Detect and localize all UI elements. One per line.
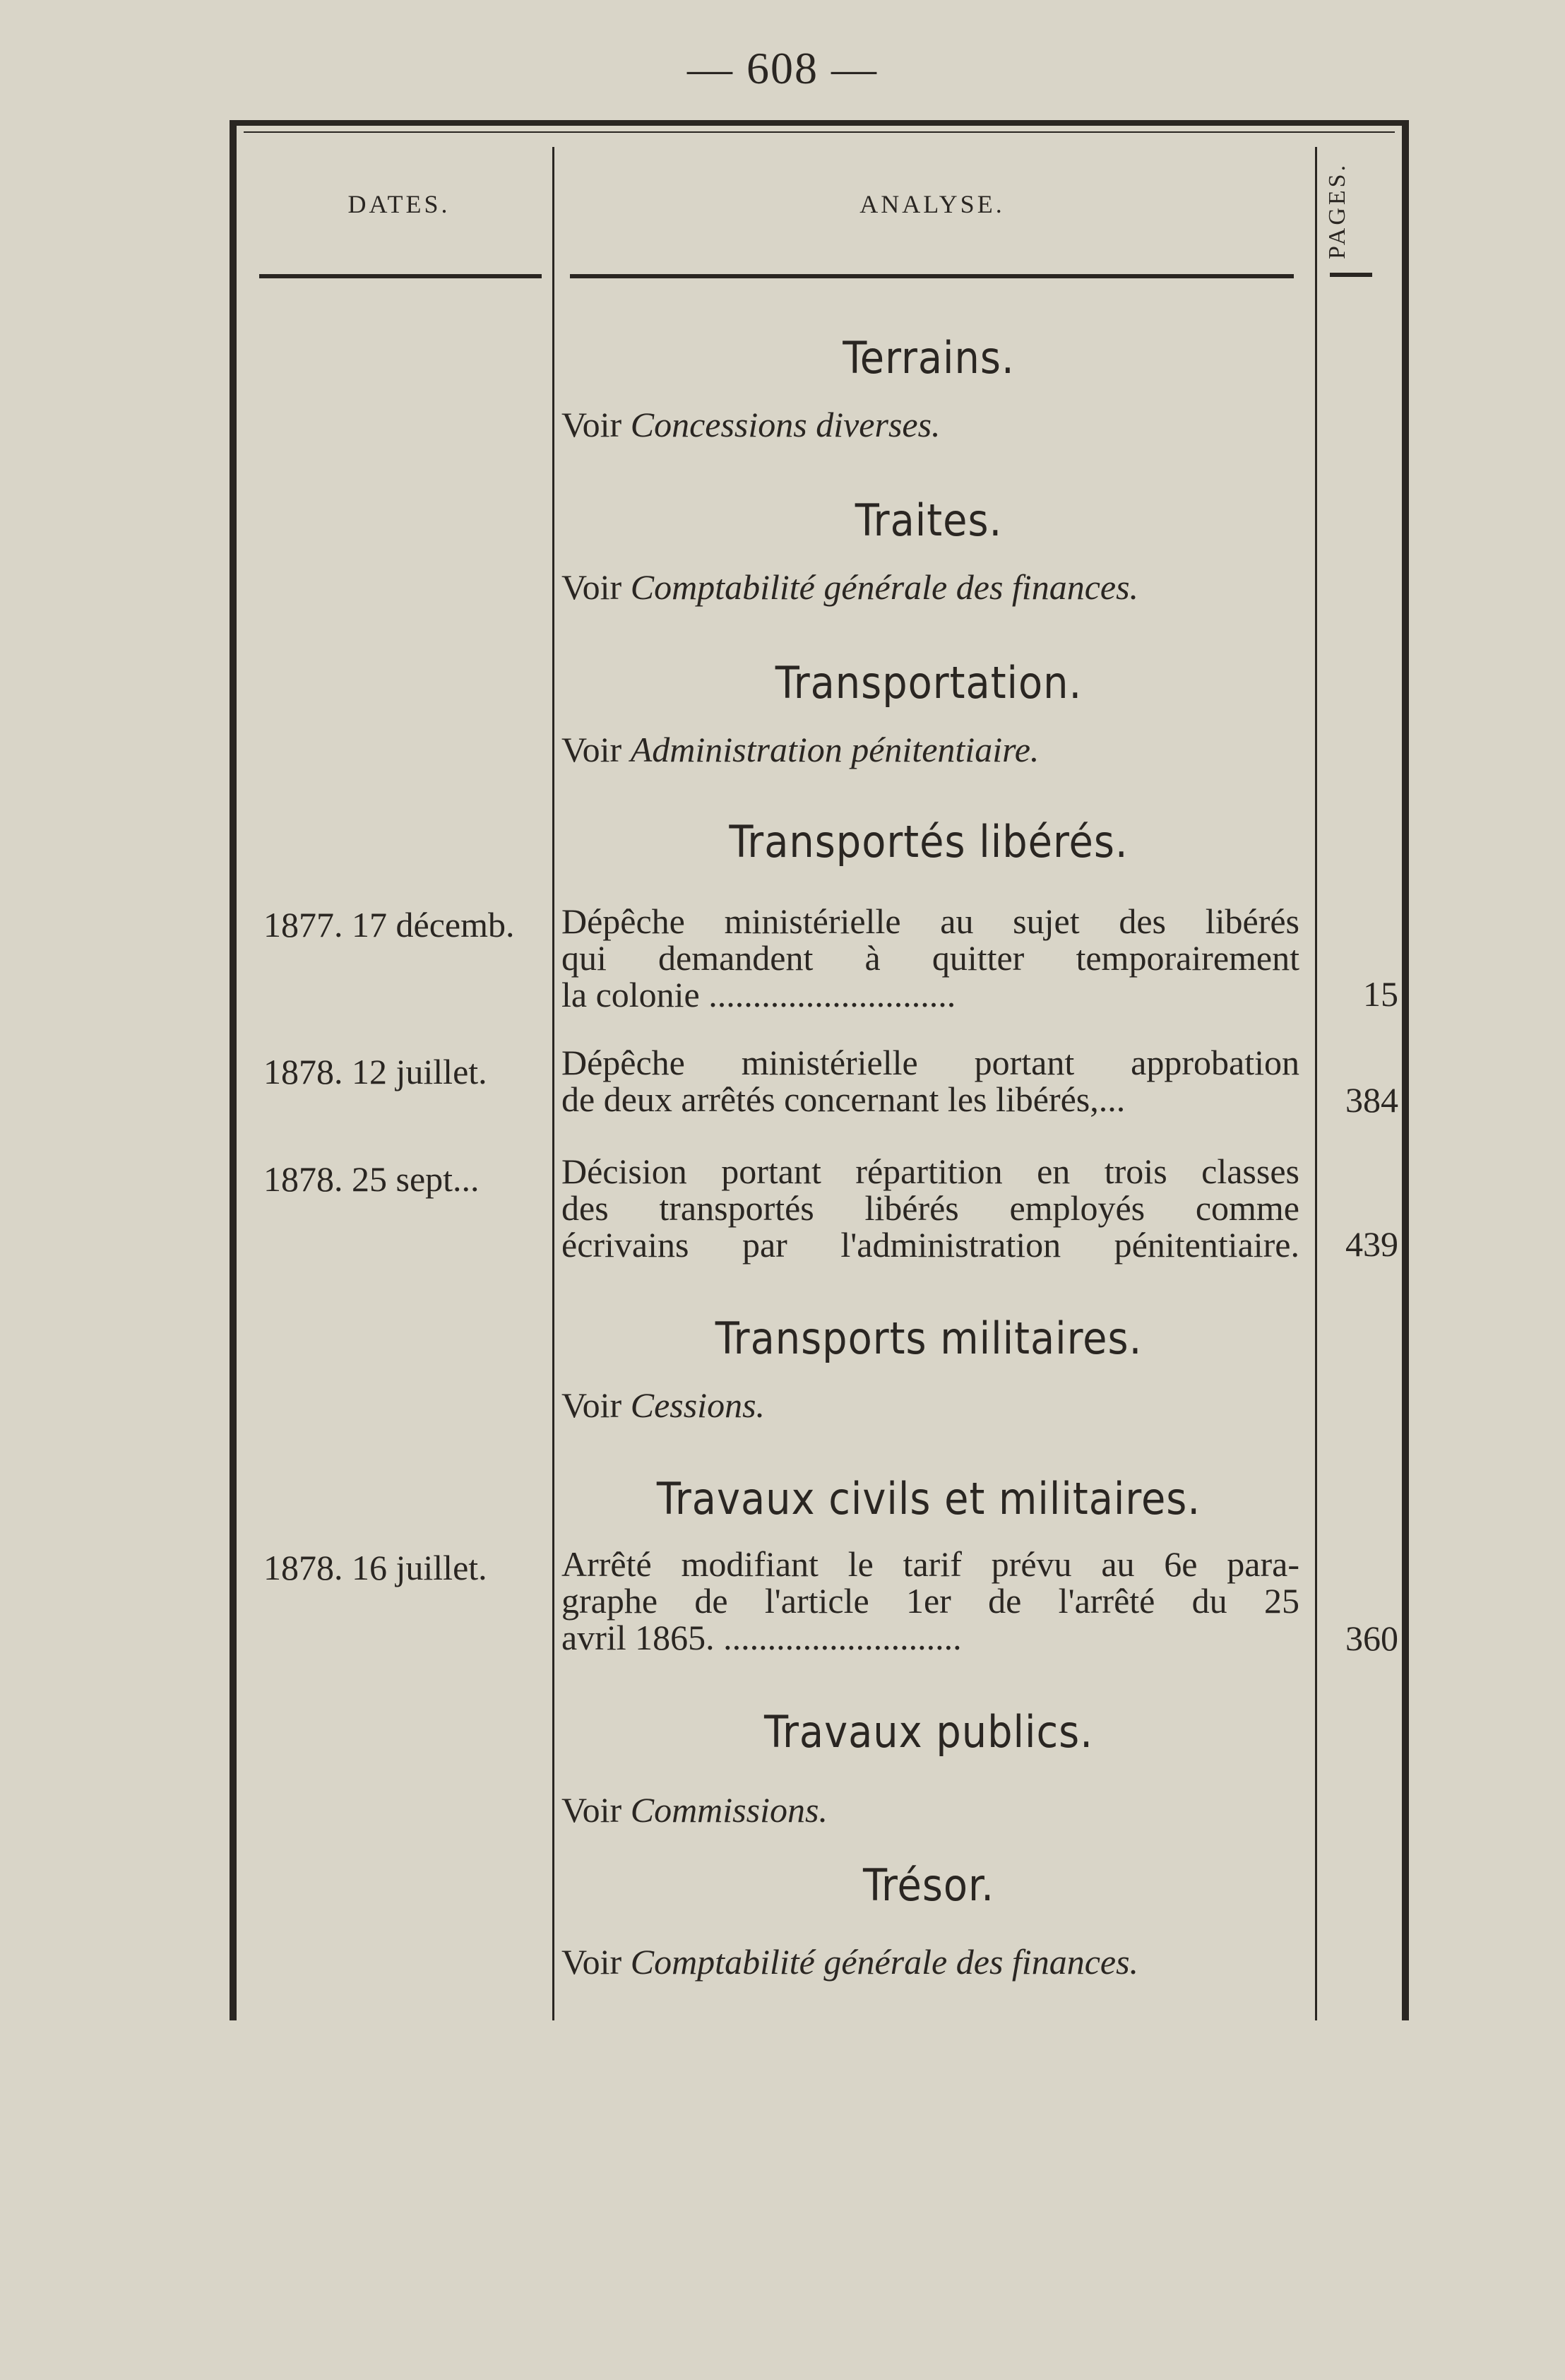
analyse-header-rule: [570, 274, 1294, 278]
cross-reference-target: Comptabilité générale des finances.: [630, 1942, 1139, 1982]
pages-header: PAGES.: [1324, 162, 1350, 259]
cross-reference-target: Comptabilité générale des finances.: [630, 567, 1139, 607]
section-heading: Travaux publics.: [764, 1706, 1093, 1758]
section-heading: Transports militaires.: [715, 1313, 1143, 1364]
entry-line: avril 1865. ...........................: [561, 1618, 962, 1657]
page-reference: 15: [1363, 974, 1398, 1014]
entry-line: écrivains par l'administration pénitentiaire.: [561, 1225, 1299, 1265]
dates-column-rule: [552, 147, 554, 2020]
section-heading: Transportés libérés.: [729, 816, 1129, 868]
cross-reference-target: Commissions.: [630, 1790, 828, 1830]
cross-reference-target: Concessions diverses.: [630, 405, 941, 444]
voir-label: Voir: [561, 405, 622, 444]
cross-reference-target: Cessions.: [630, 1385, 766, 1425]
voir-label: Voir: [561, 1790, 622, 1830]
entry-line: graphe de l'article 1er de l'arrêté du 25: [561, 1581, 1299, 1621]
page-number: — 608 —: [687, 43, 878, 93]
voir-label: Voir: [561, 1942, 622, 1982]
entry-date: 1878. 16 juillet.: [263, 1548, 487, 1587]
entry-text: [561, 1546, 1299, 1656]
entry-line: la colonie ............................: [561, 975, 956, 1014]
cross-reference: [561, 567, 1138, 608]
entry-line: Décision portant répartition en trois classes: [561, 1151, 1299, 1191]
entry-text: [561, 903, 1299, 1013]
cross-reference: [561, 1941, 1138, 1982]
cross-reference: [561, 729, 1039, 770]
page-reference: 360: [1345, 1618, 1398, 1658]
section-heading: Terrains.: [843, 332, 1015, 384]
entry-line: Dépêche ministérielle au sujet des libérés: [561, 901, 1299, 941]
page-reference: 439: [1345, 1224, 1398, 1264]
cross-reference-target: Administration pénitentiaire.: [630, 730, 1040, 769]
entry-line: de deux arrêtés concernant les libérés,...: [561, 1079, 1126, 1119]
entry-line: Dépêche ministérielle portant approbation: [561, 1043, 1299, 1082]
analyse-header: ANALYSE.: [859, 190, 1005, 218]
section-heading: Trésor.: [863, 1859, 994, 1911]
entry-line: des transportés libérés employés comme: [561, 1188, 1299, 1228]
pages-header-rule: [1330, 273, 1372, 277]
section-heading: Travaux civils et militaires.: [656, 1473, 1201, 1524]
dates-header: DATES.: [347, 190, 451, 218]
entry-text: [561, 1153, 1299, 1263]
page-reference: 384: [1345, 1080, 1398, 1120]
entry-date: 1878. 12 juillet.: [263, 1052, 487, 1091]
entry-date: 1877. 17 décemb.: [263, 905, 515, 945]
cross-reference: [561, 1789, 828, 1830]
entry-date: 1878. 25 sept...: [263, 1159, 480, 1199]
pages-column-rule: [1315, 147, 1317, 2020]
entry-line: Arrêté modifiant le tarif prévu au 6e para-: [561, 1544, 1299, 1584]
entry-line: qui demandent à quitter temporairement: [561, 938, 1299, 978]
cross-reference: [561, 1385, 765, 1426]
voir-label: Voir: [561, 730, 622, 769]
entry-text: [561, 1044, 1299, 1118]
section-heading: Transportation.: [775, 657, 1083, 709]
voir-label: Voir: [561, 1385, 622, 1425]
voir-label: Voir: [561, 567, 622, 607]
section-heading: Traites.: [855, 495, 1003, 546]
dates-header-rule: [259, 274, 542, 278]
cross-reference: [561, 404, 941, 445]
